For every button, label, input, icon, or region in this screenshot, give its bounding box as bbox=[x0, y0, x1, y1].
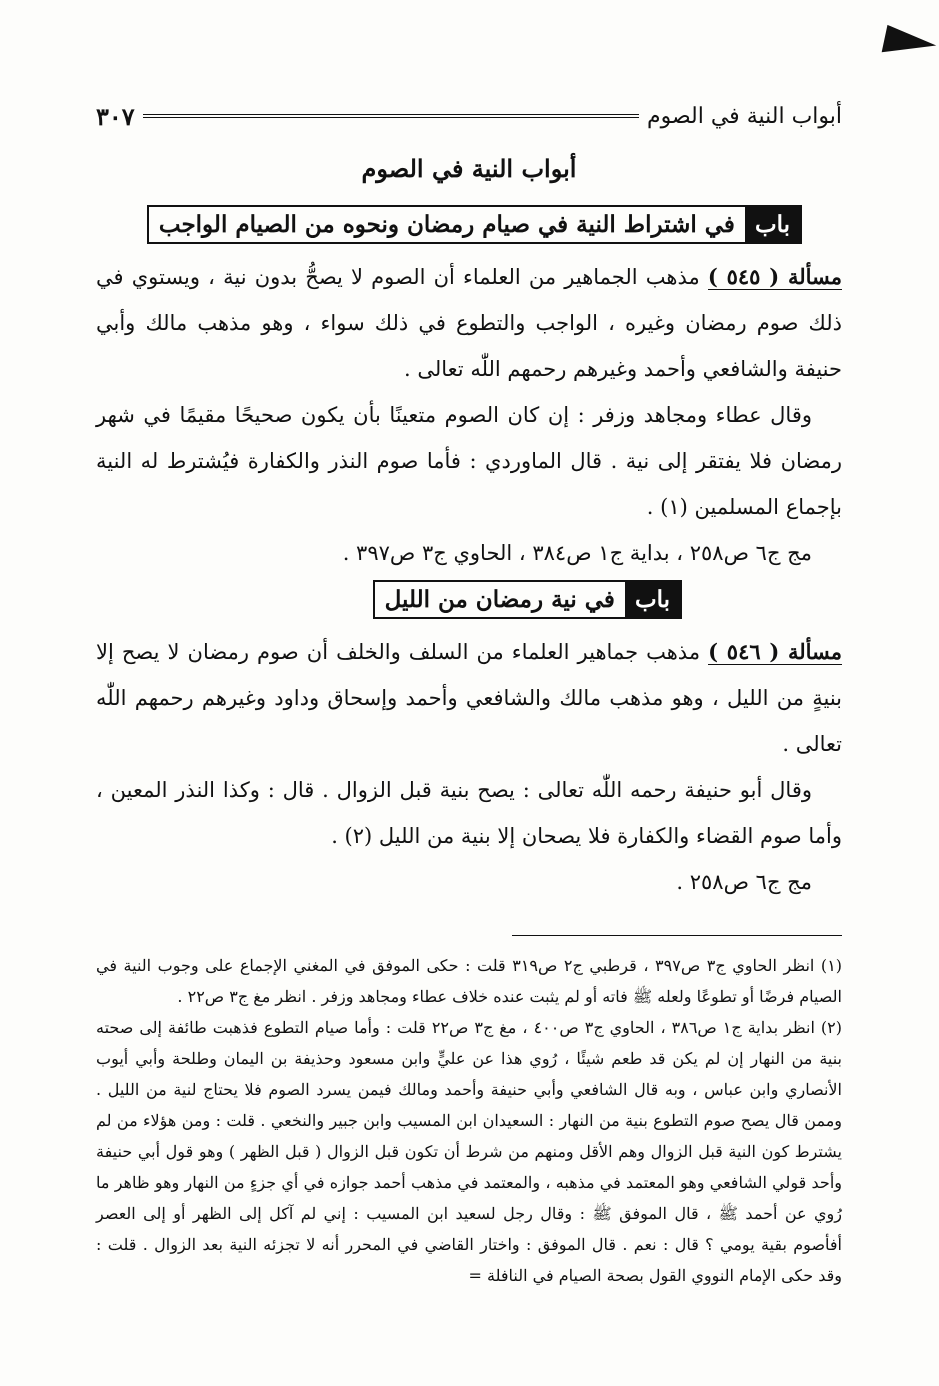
issue-label: مسألة ( ٥٤٥ ) bbox=[707, 264, 842, 289]
chapter-heading-box bbox=[373, 580, 682, 619]
footnote-separator bbox=[512, 935, 842, 936]
issue-paragraph bbox=[96, 254, 842, 392]
chapter-heading: في اشتراط النية في صيام رمضان ونحوه من الصيام الواجب bbox=[158, 211, 735, 238]
footnotes bbox=[96, 950, 842, 1291]
issue-text: مذهب الجماهير من العلماء أن الصوم لا يصحُّ بدون نية ، ويستوي في ذلك صوم رمضان وغيره ، الواجب والتطوع في ذلك سواء ، وهو مذهب مالك وأبي حنيفة والشافعي وأحمد وغيرهم رحمهم اللّٰه تعالى . bbox=[96, 265, 842, 381]
running-header bbox=[96, 96, 842, 136]
chapter-label: باب bbox=[745, 207, 800, 242]
issue-paragraph-2: وقال أبو حنيفة رحمه اللّٰه تعالى : يصح بنية قبل الزوال . قال : وكذا النذر المعين ، وأما صوم القضاء والكفارة فلا يصحان إلا بنية من الليل (٢) . bbox=[96, 778, 842, 848]
book-page bbox=[96, 96, 842, 1291]
source-references: مج ج٦ ص٢٥٨ . bbox=[676, 870, 812, 894]
footnote-1: (١) انظر الحاوي ج٣ ص٣٩٧ ، قرطبي ج٢ ص٣١٩ قلت : حكى الموفق في المغني الإجماع على وجوب النية في الصيام فرضًا أو تطوعًا ولعله ﷺ فاته أو لم يثبت عنده خلاف عطاء ومجاهد وزفر . انظر مغ ج٣ ص٢٢ . bbox=[96, 956, 843, 1006]
issue-paragraph-2: وقال عطاء ومجاهد وزفر : إن كان الصوم متعينًا بأن يكون صحيحًا مقيمًا في شهر رمضان فلا يفتقر إلى نية . قال الماوردي : فأما صوم النذر والكفارة فيُشترط له النية بإجماع المسلمين (١) . bbox=[96, 403, 842, 519]
source-references: مج ج٦ ص٢٥٨ ، بداية ج١ ص٣٨٤ ، الحاوي ج٣ ص٣٩٧ . bbox=[342, 541, 812, 565]
main-title: أبواب النية في الصوم bbox=[361, 154, 577, 183]
chapter-heading-box bbox=[147, 205, 802, 244]
footnote-2: (٢) انظر بداية ج١ ص٣٨٦ ، الحاوي ج٣ ص٤٠٠ ، مغ ج٣ ص٢٢ قلت : وأما صيام التطوع فذهبت طائفة إلى صحته بنية من النهار إن لم يكن قد طعم شيئًا ، رُوي هذا عن عليٍّ وابن مسعود وحذيفة بن اليمان وطلحة وأبي أيوب الأنصاري وابن عباس ، وبه قال الشافعي وأبي حنيفة وأحمد ومالك فيمن يسرد الصوم فلا يحتاج لنية من الليل . وممن قال يصح صوم التطوع بنية من النهار : السعيدان ابن المسيب وابن جبير والنخعي . قلت : ومن هؤلاء من لم يشترط كون النية قبل الزوال وهم الأقل ومنهم من شرط أن تكون قبل الزوال ( قبل الظهر ) وهو قول أبي حنيفة وأحد قولي الشافعي وهو المعتمد في مذهبه ، والمعتمد في مذهب أحمد جوازه في أي جزءٍ من النهار وهو ظاهر ما رُوي عن أحمد ﷺ ، قال الموفق ﷺ : وقال رجل لسعيد ابن المسيب : إني لم آكل إلى الظهر أو إلى العصر أفأصوم بقية يومي ؟ قال : نعم . قال الموفق : واختار القاضي في المحرر أنه لا تجزئه النية بعد الزوال . قلت : وقد حكى الإمام النووي القول بصحة الصيام في النافلة = bbox=[96, 1018, 843, 1285]
running-title: أبواب النية في الصوم bbox=[646, 103, 842, 129]
issue-label: مسألة ( ٥٤٦ ) bbox=[708, 639, 842, 664]
issue-paragraph bbox=[96, 629, 842, 767]
chapter-heading: في نية رمضان من الليل bbox=[384, 586, 615, 613]
page-number: ٣٠٧ bbox=[96, 101, 135, 131]
header-rule bbox=[143, 114, 639, 118]
issue-text: مذهب جماهير العلماء من السلف والخلف أن صوم رمضان لا يصح إلا بنيةٍ من الليل ، وهو مذهب مالك والشافعي وأحمد وإسحاق وداود وغيرهم رحمهم اللّٰه تعالى . bbox=[96, 640, 842, 756]
chapter-label: باب bbox=[625, 582, 680, 617]
page-corner-marker bbox=[882, 25, 939, 63]
